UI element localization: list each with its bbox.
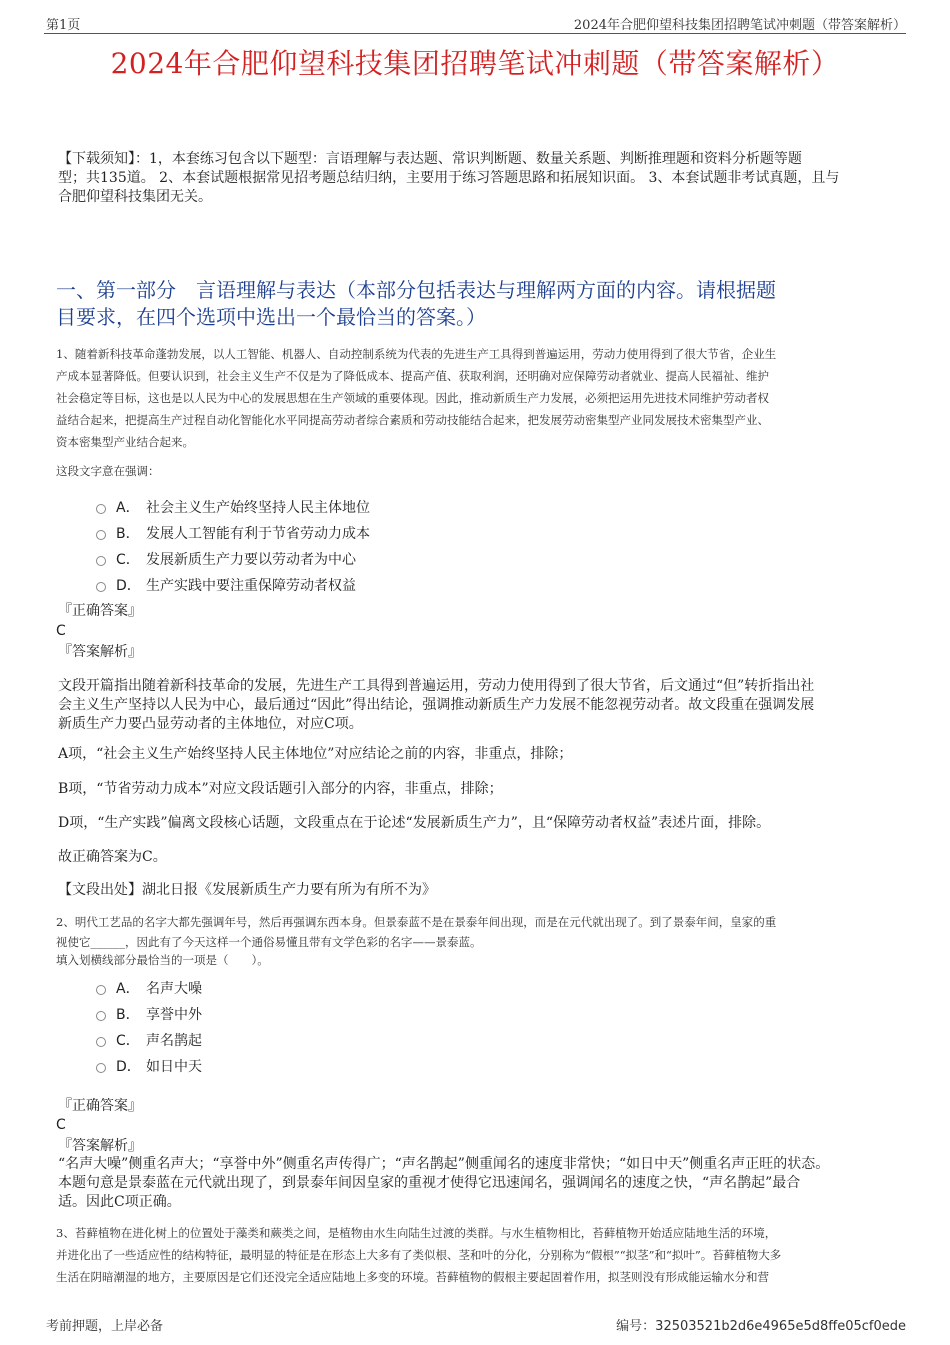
option-a[interactable] xyxy=(96,978,202,998)
option-text: 享誉中外 xyxy=(146,1007,202,1023)
stem-line: 视使它______，因此有了今天这样一个通俗易懂且带有文学色彩的名字——景泰蓝。 xyxy=(56,935,482,949)
question-3-stem xyxy=(56,1222,916,1288)
answer-value: C xyxy=(56,1117,66,1133)
page-number: 第1页 xyxy=(46,18,81,33)
option-text: 如日中天 xyxy=(146,1059,202,1075)
stem-line: 产成本显著降低。但要认识到，社会主义生产不仅是为了降低成本、提高产值、获取利润，还明确对应保障劳动者就业、提高人民福祉、维护 xyxy=(56,369,769,383)
stem-line: 1、随着新科技革命蓬勃发展，以人工智能、机器人、自动控制系统为代表的先进生产工具得到普遍运用，劳动力使用得到了很大节省，企业生 xyxy=(56,347,777,361)
notice-line: 合肥仰望科技集团无关。 xyxy=(58,189,212,205)
answer-value: C xyxy=(56,623,66,639)
option-text: 发展新质生产力要以劳动者为中心 xyxy=(146,552,356,568)
radio-icon[interactable] xyxy=(96,504,106,514)
stem-line: 2、明代工艺品的名字大都先强调年号，然后再强调东西本身。但景泰蓝不是在景泰年间出现，而是在元代就出现了。到了景泰年间，皇家的重 xyxy=(56,915,777,929)
notice-line: 【下载须知】：1，本套练习包含以下题型：言语理解与表达题、常识判断题、数量关系题、判断推理题和资料分析题等题 xyxy=(58,151,802,167)
analysis-d-note: D项，“生产实践”偏离文段核心话题，文段重点在于论述“发展新质生产力”，且“保障劳动者权益”表述片面，排除。 xyxy=(58,815,771,831)
passage-source: 【文段出处】湖北日报《发展新质生产力要有所为有所不为》 xyxy=(58,882,436,898)
analysis-line: “名声大噪”侧重名声大；“享誉中外”侧重名声传得广；“声名鹊起”侧重闻名的速度非常快；“如日中天”侧重名声正旺的状态。 xyxy=(58,1156,830,1172)
footer-code xyxy=(616,1315,906,1334)
option-text: 生产实践中要注重保障劳动者权益 xyxy=(146,578,356,594)
radio-icon[interactable] xyxy=(96,1063,106,1073)
notice-line: 型；共135道。 2、本套试题根据常见招考题总结归纳，主要用于练习答题思路和拓展知识面。 3、本套试题非考试真题，且与 xyxy=(58,170,840,186)
footer-code-value: 32503521b2d6e4965e5d8ffe05cf0ede xyxy=(655,1319,906,1334)
option-text: 发展人工智能有利于节省劳动力成本 xyxy=(146,526,370,542)
header-doc-title: 2024年合肥仰望科技集团招聘笔试冲刺题（带答案解析） xyxy=(573,18,906,33)
radio-icon[interactable] xyxy=(96,530,106,540)
option-text: 社会主义生产始终坚持人民主体地位 xyxy=(146,500,370,516)
footer-slogan: 考前押题，上岸必备 xyxy=(46,1319,164,1334)
header-divider xyxy=(44,33,906,34)
stem-line: 生活在阴暗潮湿的地方，主要原因是它们还没完全适应陆地上多变的环境。苔藓植物的假根主要起固着作用，拟茎则没有形成能运输水分和营 xyxy=(56,1270,769,1284)
option-letter: A． xyxy=(116,500,140,516)
analysis-label: 『答案解析』 xyxy=(58,1138,142,1154)
radio-icon[interactable] xyxy=(96,1037,106,1047)
question-1-prompt: 这段文字意在强调： xyxy=(56,464,160,478)
stem-line: 社会稳定等目标，这也是以人民为中心的发展思想在生产领域的重要体现。因此，推动新质生产力发展，必须把运用先进技术同维护劳动者权 xyxy=(56,391,769,405)
page-title: 2024年合肥仰望科技集团招聘笔试冲刺题（带答案解析） xyxy=(110,47,840,80)
analysis-line: 适。因此C项正确。 xyxy=(58,1194,181,1210)
download-notice xyxy=(58,150,908,207)
analysis-line: 会主义生产坚持以人民为中心，最后通过“因此”得出结论，强调推动新质生产力发展不能忽视劳动者。故文段重在强调发展 xyxy=(58,697,815,713)
radio-icon[interactable] xyxy=(96,556,106,566)
radio-icon[interactable] xyxy=(96,1011,106,1021)
analysis-label: 『答案解析』 xyxy=(58,644,142,660)
answer-label: 『正确答案』 xyxy=(58,603,142,619)
stem-line: 3、苔藓植物在进化树上的位置处于藻类和蕨类之间，是植物由水生向陆生过渡的类群。与水生植物相比，苔藓植物开始适应陆地生活的环境， xyxy=(56,1226,777,1240)
option-letter: B． xyxy=(116,526,140,542)
option-letter: D． xyxy=(116,1059,141,1075)
stem-line: 益结合起来，把提高生产过程自动化智能化水平同提高劳动者综合素质和劳动技能结合起来，把发展劳动密集型产业同发展技术密集型产业、 xyxy=(56,413,769,427)
option-d[interactable] xyxy=(96,1056,202,1076)
analysis-conclusion: 故正确答案为C。 xyxy=(58,849,167,865)
radio-icon[interactable] xyxy=(96,582,106,592)
analysis-line: 新质生产力要凸显劳动者的主体地位，对应C项。 xyxy=(58,716,363,732)
option-letter: C． xyxy=(116,552,140,568)
radio-icon[interactable] xyxy=(96,985,106,995)
footer-code-label: 编号： xyxy=(616,1319,656,1334)
analysis-line: 文段开篇指出随着新科技革命的发展，先进生产工具得到普遍运用，劳动力使用得到了很大节省，后文通过“但”转折指出社 xyxy=(58,678,815,694)
option-letter: D． xyxy=(116,578,141,594)
section-heading-line: 目要求，在四个选项中选出一个最恰当的答案。） xyxy=(56,305,486,329)
analysis-b-note: B项，“节省劳动力成本”对应文段话题引入部分的内容，非重点，排除； xyxy=(58,781,503,797)
option-letter: A． xyxy=(116,981,140,997)
option-c[interactable] xyxy=(96,1030,202,1050)
option-d[interactable] xyxy=(96,575,356,595)
analysis-a-note: A项，“社会主义生产始终坚持人民主体地位”对应结论之前的内容，非重点，排除； xyxy=(58,746,573,762)
option-c[interactable] xyxy=(96,549,356,569)
option-b[interactable] xyxy=(96,1004,202,1024)
analysis-line: 本题句意是景泰蓝在元代就出现了，到景泰年间因皇家的重视才使得它迅速闻名，强调闻名的速度之快，“声名鹊起”最合 xyxy=(58,1175,801,1191)
option-letter: C． xyxy=(116,1033,140,1049)
option-text: 名声大噪 xyxy=(146,981,202,997)
section-heading xyxy=(56,277,916,331)
stem-line: 并进化出了一些适应性的结构特征，最明显的特征是在形态上大多有了类似根、茎和叶的分化，分别称为“假根”“拟茎”和“拟叶”。苔藓植物大多 xyxy=(56,1248,782,1262)
question-1-stem xyxy=(56,343,916,453)
stem-line: 填入划横线部分最恰当的一项是（ ）。 xyxy=(56,953,269,967)
analysis-text xyxy=(58,1155,908,1212)
option-text: 声名鹊起 xyxy=(146,1033,202,1049)
option-b[interactable] xyxy=(96,523,370,543)
question-2-stem xyxy=(56,912,916,970)
section-heading-line: 一、第一部分 言语理解与表达（本部分包括表达与理解两方面的内容。请根据题 xyxy=(56,278,776,302)
answer-label: 『正确答案』 xyxy=(58,1098,142,1114)
option-a[interactable] xyxy=(96,497,370,517)
analysis-text xyxy=(58,677,908,734)
option-letter: B． xyxy=(116,1007,140,1023)
stem-line: 资本密集型产业结合起来。 xyxy=(56,435,194,449)
